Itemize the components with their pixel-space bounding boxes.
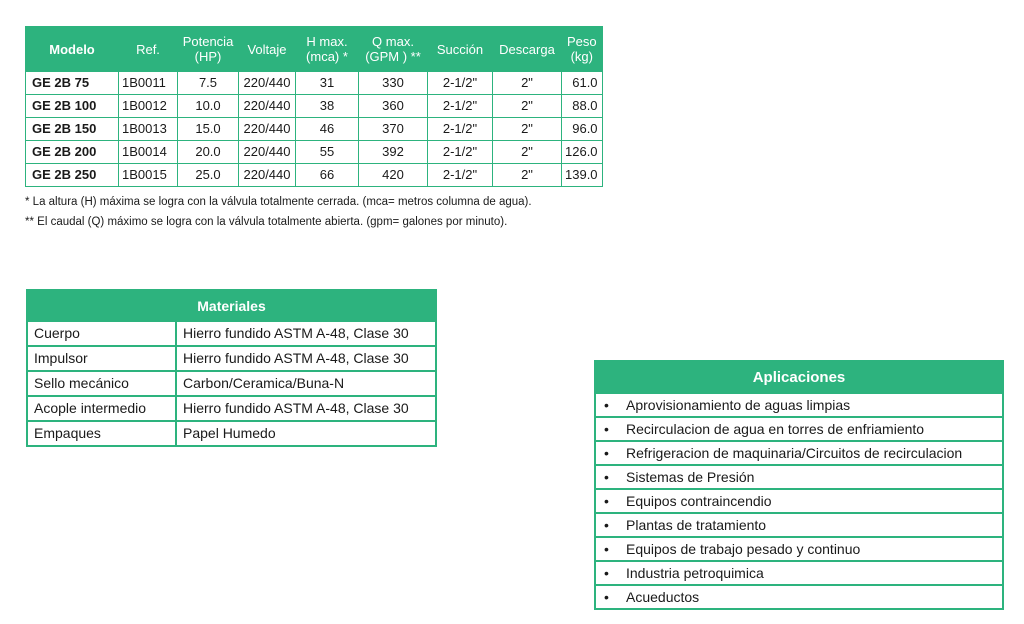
application-item bbox=[595, 465, 1003, 489]
application-label: Aprovisionamiento de aguas limpias bbox=[626, 397, 851, 413]
specs-cell: 96.0 bbox=[562, 118, 603, 141]
specs-header: Ref. bbox=[119, 27, 178, 72]
material-part: Sello mecánico bbox=[27, 371, 176, 396]
material-spec: Hierro fundido ASTM A-48, Clase 30 bbox=[176, 321, 436, 346]
specs-cell: GE 2B 75 bbox=[26, 72, 119, 95]
application-item bbox=[595, 561, 1003, 585]
bullet-icon: • bbox=[604, 469, 609, 485]
specs-cell: 2-1/2" bbox=[428, 118, 493, 141]
specs-row bbox=[26, 95, 603, 118]
specs-cell: 370 bbox=[359, 118, 428, 141]
material-part: Cuerpo bbox=[27, 321, 176, 346]
bullet-icon: • bbox=[604, 493, 609, 509]
material-part: Empaques bbox=[27, 421, 176, 446]
application-cell bbox=[595, 585, 1003, 609]
application-item bbox=[595, 537, 1003, 561]
material-spec: Carbon/Ceramica/Buna-N bbox=[176, 371, 436, 396]
specs-header: H max. (mca) * bbox=[296, 27, 359, 72]
footnote-head: * La altura (H) máxima se logra con la válvula totalmente cerrada. (mca= metros columna de agua). bbox=[25, 196, 532, 208]
specs-cell: 392 bbox=[359, 141, 428, 164]
material-part: Acople intermedio bbox=[27, 396, 176, 421]
specs-cell: 1B0012 bbox=[119, 95, 178, 118]
specs-cell: 2" bbox=[493, 72, 562, 95]
application-item bbox=[595, 513, 1003, 537]
specs-cell: 2-1/2" bbox=[428, 141, 493, 164]
materials-row bbox=[27, 346, 436, 371]
applications-table bbox=[594, 360, 1004, 610]
materials-row bbox=[27, 371, 436, 396]
specs-table bbox=[25, 26, 603, 187]
specs-row bbox=[26, 141, 603, 164]
specs-cell: 139.0 bbox=[562, 164, 603, 187]
specs-cell: 1B0015 bbox=[119, 164, 178, 187]
specs-cell: 360 bbox=[359, 95, 428, 118]
specs-cell: 15.0 bbox=[178, 118, 239, 141]
footnote-flow: ** El caudal (Q) máximo se logra con la válvula totalmente abierta. (gpm= galones por minuto). bbox=[25, 216, 508, 228]
bullet-icon: • bbox=[604, 565, 609, 581]
application-cell bbox=[595, 513, 1003, 537]
specs-cell: 38 bbox=[296, 95, 359, 118]
specs-cell: 46 bbox=[296, 118, 359, 141]
specs-cell: 1B0013 bbox=[119, 118, 178, 141]
specs-cell: 220/440 bbox=[239, 118, 296, 141]
materials-title: Materiales bbox=[27, 290, 436, 321]
application-cell bbox=[595, 561, 1003, 585]
material-spec: Papel Humedo bbox=[176, 421, 436, 446]
specs-cell: GE 2B 150 bbox=[26, 118, 119, 141]
specs-cell: 420 bbox=[359, 164, 428, 187]
specs-cell: 1B0014 bbox=[119, 141, 178, 164]
specs-cell: 220/440 bbox=[239, 95, 296, 118]
applications-body bbox=[595, 393, 1003, 609]
specs-cell: 25.0 bbox=[178, 164, 239, 187]
application-label: Recirculacion de agua en torres de enfriamiento bbox=[626, 421, 925, 437]
specs-cell: 10.0 bbox=[178, 95, 239, 118]
specs-header-row bbox=[26, 27, 603, 72]
bullet-icon: • bbox=[604, 445, 609, 461]
application-label: Equipos contraincendio bbox=[626, 493, 772, 509]
application-cell bbox=[595, 489, 1003, 513]
specs-header: Q max. (GPM ) ** bbox=[359, 27, 428, 72]
bullet-icon: • bbox=[604, 589, 609, 605]
materials-table bbox=[26, 289, 437, 447]
specs-cell: 220/440 bbox=[239, 141, 296, 164]
materials-row bbox=[27, 421, 436, 446]
specs-cell: 2-1/2" bbox=[428, 95, 493, 118]
specs-header: Succión bbox=[428, 27, 493, 72]
application-label: Equipos de trabajo pesado y continuo bbox=[626, 541, 861, 557]
specs-cell: 2" bbox=[493, 95, 562, 118]
specs-cell: 330 bbox=[359, 72, 428, 95]
materials-row bbox=[27, 321, 436, 346]
specs-header: Voltaje bbox=[239, 27, 296, 72]
materials-body bbox=[27, 321, 436, 446]
bullet-icon: • bbox=[604, 397, 609, 413]
specs-cell: 220/440 bbox=[239, 164, 296, 187]
specs-cell: 55 bbox=[296, 141, 359, 164]
specs-cell: 31 bbox=[296, 72, 359, 95]
specs-row bbox=[26, 72, 603, 95]
specs-cell: 88.0 bbox=[562, 95, 603, 118]
specs-row bbox=[26, 118, 603, 141]
application-item bbox=[595, 441, 1003, 465]
specs-cell: 2-1/2" bbox=[428, 164, 493, 187]
bullet-icon: • bbox=[604, 421, 609, 437]
specs-cell: 2" bbox=[493, 141, 562, 164]
specs-cell: 2" bbox=[493, 164, 562, 187]
application-label: Refrigeracion de maquinaria/Circuitos de recirculacion bbox=[626, 445, 963, 461]
specs-cell: 66 bbox=[296, 164, 359, 187]
specs-header: Modelo bbox=[26, 27, 119, 72]
application-label: Acueductos bbox=[626, 589, 700, 605]
application-item bbox=[595, 417, 1003, 441]
bullet-icon: • bbox=[604, 517, 609, 533]
application-cell bbox=[595, 537, 1003, 561]
application-item bbox=[595, 585, 1003, 609]
specs-cell: 126.0 bbox=[562, 141, 603, 164]
specs-cell: 2" bbox=[493, 118, 562, 141]
specs-cell: GE 2B 200 bbox=[26, 141, 119, 164]
specs-cell: 20.0 bbox=[178, 141, 239, 164]
specs-cell: GE 2B 100 bbox=[26, 95, 119, 118]
specs-row bbox=[26, 164, 603, 187]
application-cell bbox=[595, 417, 1003, 441]
specs-header: Peso (kg) bbox=[562, 27, 603, 72]
specs-cell: 2-1/2" bbox=[428, 72, 493, 95]
application-label: Plantas de tratamiento bbox=[626, 517, 767, 533]
material-part: Impulsor bbox=[27, 346, 176, 371]
application-cell bbox=[595, 465, 1003, 489]
application-label: Industria petroquimica bbox=[626, 565, 764, 581]
specs-header: Potencia (HP) bbox=[178, 27, 239, 72]
materials-row bbox=[27, 396, 436, 421]
specs-cell: 7.5 bbox=[178, 72, 239, 95]
application-item bbox=[595, 489, 1003, 513]
specs-cell: 61.0 bbox=[562, 72, 603, 95]
material-spec: Hierro fundido ASTM A-48, Clase 30 bbox=[176, 396, 436, 421]
application-label: Sistemas de Presión bbox=[626, 469, 755, 485]
specs-cell: 220/440 bbox=[239, 72, 296, 95]
application-item bbox=[595, 393, 1003, 417]
applications-title: Aplicaciones bbox=[595, 361, 1003, 393]
specs-cell: 1B0011 bbox=[119, 72, 178, 95]
application-cell bbox=[595, 441, 1003, 465]
application-cell bbox=[595, 393, 1003, 417]
specs-body bbox=[26, 72, 603, 187]
bullet-icon: • bbox=[604, 541, 609, 557]
specs-cell: GE 2B 250 bbox=[26, 164, 119, 187]
material-spec: Hierro fundido ASTM A-48, Clase 30 bbox=[176, 346, 436, 371]
specs-header: Descarga bbox=[493, 27, 562, 72]
